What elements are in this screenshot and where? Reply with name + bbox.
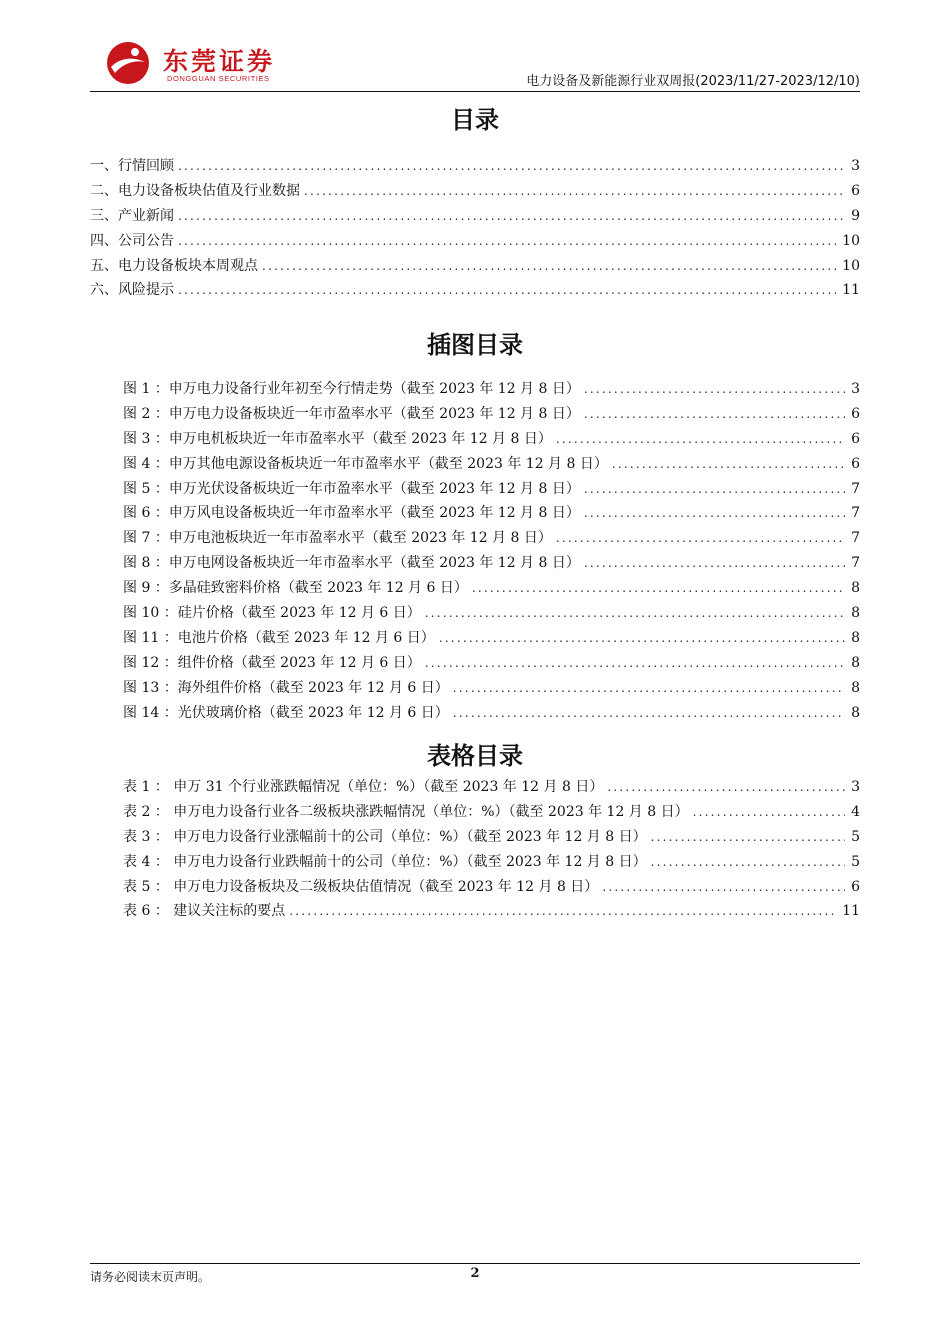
figure-entry[interactable] <box>123 402 860 427</box>
table-entry[interactable] <box>123 850 860 875</box>
footer-disclaimer: 请务必阅读末页声明。 <box>90 1270 211 1284</box>
dot-leader <box>304 179 845 204</box>
dot-leader <box>584 477 845 502</box>
figure-entry-label: 图 3 ：申万电机板块近一年市盈率水平（截至 2023 年 12 月 8 日） <box>123 430 552 447</box>
toc-heading: 目录 <box>451 106 499 134</box>
toc-entry[interactable] <box>90 278 860 303</box>
table-entry-label: 表 6 ： 建议关注标的要点 <box>123 903 286 920</box>
figure-entry[interactable] <box>123 477 860 502</box>
dot-leader <box>584 402 845 427</box>
dot-leader <box>651 825 845 850</box>
table-entry[interactable] <box>123 800 860 825</box>
toc-entry-page: 11 <box>842 282 860 299</box>
figure-entry[interactable] <box>123 452 860 477</box>
figure-entry-label: 图 7 ：申万电池板块近一年市盈率水平（截至 2023 年 12 月 8 日） <box>123 530 552 547</box>
dot-leader <box>584 501 845 526</box>
toc-entry-label: 三、产业新闻 <box>90 207 174 224</box>
dongguan-securities-logo-icon <box>105 40 153 86</box>
page-number: 2 <box>470 1266 480 1281</box>
dot-leader <box>584 377 845 402</box>
dot-leader <box>289 899 836 924</box>
logo-english-name: DONGGUAN SECURITIES <box>167 74 270 83</box>
figure-entry-label: 图 5 ：申万光伏设备板块近一年市盈率水平（截至 2023 年 12 月 8 日） <box>123 480 580 497</box>
figure-entry-page: 7 <box>851 555 860 572</box>
figure-entry-page: 6 <box>851 405 860 422</box>
tables-toc-heading: 表格目录 <box>427 742 523 770</box>
dot-leader <box>439 626 845 651</box>
figure-entry-label: 图 14 ：光伏玻璃价格（截至 2023 年 12 月 6 日） <box>123 704 449 721</box>
table-entry-page: 5 <box>851 828 860 845</box>
figure-entry-page: 8 <box>851 629 860 646</box>
table-entry-page: 4 <box>851 803 860 820</box>
figure-entry[interactable] <box>123 501 860 526</box>
company-logo <box>105 40 365 86</box>
table-entry-label: 表 4 ： 申万电力设备行业跌幅前十的公司（单位：%）（截至 2023 年 12 月 8 日） <box>123 853 647 870</box>
table-entry[interactable] <box>123 825 860 850</box>
toc-list <box>90 154 860 303</box>
page-header <box>90 38 860 94</box>
dot-leader <box>651 850 845 875</box>
dot-leader <box>425 651 845 676</box>
toc-entry-page: 3 <box>851 158 860 174</box>
figure-entry-page: 8 <box>851 704 860 721</box>
figure-entry-page: 8 <box>851 654 860 671</box>
table-entry-label: 表 2 ： 申万电力设备行业各二级板块涨跌幅情况（单位：%）（截至 2023 年 12 月 8 日） <box>123 803 689 820</box>
footer-divider <box>90 1263 860 1264</box>
dot-leader <box>262 254 836 279</box>
toc-entry[interactable] <box>90 204 860 229</box>
table-entry-page: 5 <box>851 853 860 870</box>
dot-leader <box>584 551 845 576</box>
dot-leader <box>178 154 845 179</box>
report-title: 电力设备及新能源行业双周报(2023/11/27-2023/12/10) <box>526 74 860 89</box>
toc-entry-label: 一、行情回顾 <box>90 158 174 174</box>
figure-entry-page: 8 <box>851 580 860 597</box>
dot-leader <box>556 427 845 452</box>
toc-entry-page: 10 <box>842 257 860 274</box>
dot-leader <box>453 701 845 726</box>
table-entry[interactable] <box>123 775 860 800</box>
figure-entry-page: 6 <box>851 430 860 447</box>
figure-entry[interactable] <box>123 676 860 701</box>
tables-toc-list <box>123 775 860 924</box>
figure-entry[interactable] <box>123 551 860 576</box>
table-entry-page: 6 <box>851 878 860 895</box>
toc-entry-label: 四、公司公告 <box>90 232 174 249</box>
toc-entry-label: 五、电力设备板块本周观点 <box>90 257 258 274</box>
figure-entry[interactable] <box>123 651 860 676</box>
toc-entry[interactable] <box>90 254 860 279</box>
dot-leader <box>178 229 836 254</box>
table-entry[interactable] <box>123 899 860 924</box>
figure-entry-label: 图 1 ：申万电力设备行业年初至今行情走势（截至 2023 年 12 月 8 日） <box>123 381 580 397</box>
figure-entry-label: 图 11 ：电池片价格（截至 2023 年 12 月 6 日） <box>123 629 435 646</box>
dot-leader <box>425 601 845 626</box>
dot-leader <box>612 452 845 477</box>
logo-chinese-name: 东莞证券 <box>163 47 276 76</box>
figure-entry-label: 图 13 ：海外组件价格（截至 2023 年 12 月 6 日） <box>123 679 449 696</box>
toc-entry-label: 二、电力设备板块估值及行业数据 <box>90 182 300 199</box>
dot-leader <box>178 278 836 303</box>
dot-leader <box>556 526 845 551</box>
figure-entry-label: 图 9 ：多晶硅致密料价格（截至 2023 年 12 月 6 日） <box>123 580 468 597</box>
table-entry[interactable] <box>123 875 860 900</box>
toc-entry[interactable] <box>90 179 860 204</box>
figure-entry[interactable] <box>123 601 860 626</box>
dot-leader <box>178 204 845 229</box>
figure-entry-page: 7 <box>851 480 860 497</box>
table-entry-page: 3 <box>851 779 860 795</box>
dot-leader <box>602 875 845 900</box>
figure-entry-label: 图 8 ：申万电网设备板块近一年市盈率水平（截至 2023 年 12 月 8 日） <box>123 555 580 572</box>
table-entry-label: 表 3 ： 申万电力设备行业涨幅前十的公司（单位：%）（截至 2023 年 12 月 8 日） <box>123 828 647 845</box>
toc-entry[interactable] <box>90 229 860 254</box>
figure-entry-page: 7 <box>851 530 860 547</box>
toc-entry[interactable] <box>90 154 860 179</box>
figure-entry-label: 图 6 ：申万风电设备板块近一年市盈率水平（截至 2023 年 12 月 8 日） <box>123 505 580 522</box>
figure-entry-label: 图 4 ：申万其他电源设备板块近一年市盈率水平（截至 2023 年 12 月 8 日） <box>123 455 608 472</box>
toc-entry-page: 9 <box>851 207 860 224</box>
figure-entry[interactable] <box>123 701 860 726</box>
figure-entry[interactable] <box>123 526 860 551</box>
dot-leader <box>453 676 845 701</box>
figures-toc-list <box>123 377 860 725</box>
figure-entry[interactable] <box>123 377 860 402</box>
table-entry-label: 表 5 ： 申万电力设备板块及二级板块估值情况（截至 2023 年 12 月 8 日） <box>123 878 599 895</box>
table-entry-label: 表 1 ： 申万 31 个行业涨跌幅情况（单位：%）（截至 2023 年 12 月 8 日） <box>123 779 604 795</box>
figure-entry-label: 图 10 ：硅片价格（截至 2023 年 12 月 6 日） <box>123 605 421 622</box>
header-divider <box>90 91 860 92</box>
figure-entry-page: 6 <box>851 455 860 472</box>
figure-entry-page: 8 <box>851 605 860 622</box>
dot-leader <box>472 576 845 601</box>
table-entry-page: 11 <box>842 903 860 920</box>
dot-leader <box>607 775 845 800</box>
figure-entry-page: 3 <box>851 381 860 397</box>
toc-entry-page: 10 <box>842 232 860 249</box>
figure-entry[interactable] <box>123 576 860 601</box>
dot-leader <box>693 800 845 825</box>
figures-toc-heading: 插图目录 <box>427 331 523 359</box>
toc-entry-label: 六、风险提示 <box>90 282 174 299</box>
figure-entry[interactable] <box>123 427 860 452</box>
figure-entry[interactable] <box>123 626 860 651</box>
figure-entry-label: 图 2 ：申万电力设备板块近一年市盈率水平（截至 2023 年 12 月 8 日） <box>123 405 580 422</box>
toc-entry-page: 6 <box>851 182 860 199</box>
figure-entry-page: 7 <box>851 505 860 522</box>
figure-entry-label: 图 12 ：组件价格（截至 2023 年 12 月 6 日） <box>123 654 421 671</box>
figure-entry-page: 8 <box>851 679 860 696</box>
